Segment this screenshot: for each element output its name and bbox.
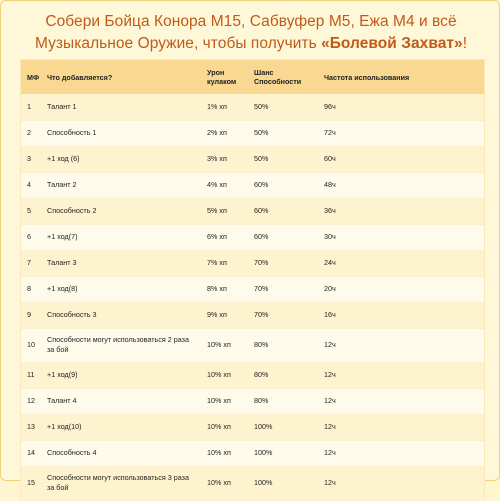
upgrade-table [21,60,484,501]
cell-what: Способности могут использоваться 2 раза за бой [41,328,201,362]
cell-mf: 14 [21,440,41,466]
cell-what: Способность 4 [41,440,201,466]
table-row [21,414,484,440]
cell-chance: 70% [248,250,318,276]
cell-damage: 8% хп [201,276,248,302]
cell-mf: 7 [21,250,41,276]
cell-damage: 4% хп [201,172,248,198]
cell-mf: 2 [21,120,41,146]
cell-damage: 9% хп [201,302,248,328]
cell-frequency: 12ч [318,466,484,500]
cell-frequency: 20ч [318,276,484,302]
header-what: Что добавляется? [47,72,113,82]
cell-frequency: 12ч [318,328,484,362]
cell-damage: 2% хп [201,120,248,146]
table-row [21,276,484,302]
table-row [21,328,484,362]
cell-chance: 100% [248,414,318,440]
cell-what: +1 ход(7) [41,224,201,250]
cell-what: +1 ход (6) [41,146,201,172]
cell-what: Талант 1 [41,94,201,120]
cell-damage: 3% хп [201,146,248,172]
table-row [21,146,484,172]
cell-mf: 4 [21,172,41,198]
cell-frequency: 30ч [318,224,484,250]
cell-mf: 10 [21,328,41,362]
cell-frequency: 36ч [318,198,484,224]
cell-chance: 70% [248,276,318,302]
cell-mf: 6 [21,224,41,250]
cell-frequency: 60ч [318,146,484,172]
cell-mf: 5 [21,198,41,224]
cell-damage: 10% хп [201,466,248,500]
table-row [21,224,484,250]
table-row [21,302,484,328]
table-row [21,388,484,414]
table-row [21,198,484,224]
cell-chance: 80% [248,328,318,362]
cell-chance: 100% [248,440,318,466]
cell-mf: 8 [21,276,41,302]
cell-frequency: 48ч [318,172,484,198]
cell-frequency: 16ч [318,302,484,328]
cell-chance: 60% [248,172,318,198]
heading-suffix: ! [462,35,468,52]
cell-what: Способность 2 [41,198,201,224]
cell-chance: 80% [248,388,318,414]
cell-damage: 5% хп [201,198,248,224]
cell-what: Способность 3 [41,302,201,328]
header-damage: Урон кулаком [207,68,237,86]
cell-chance: 50% [248,94,318,120]
table-row [21,172,484,198]
heading-text: Собери Бойца Конора М15, Сабвуфер М5, Ежа М4 и всё Музыкальное Оружие, чтобы получить [34,13,457,52]
cell-chance: 100% [248,466,318,500]
cell-chance: 50% [248,120,318,146]
cell-damage: 10% хп [201,328,248,362]
table-row [21,466,484,500]
header-chance: Шанс Способности [254,68,302,86]
cell-what: Талант 2 [41,172,201,198]
cell-frequency: 12ч [318,440,484,466]
header-frequency: Частота использования [324,72,410,82]
table-row [21,362,484,388]
cell-what: Талант 4 [41,388,201,414]
cell-chance: 60% [248,224,318,250]
page-heading [11,11,491,55]
cell-mf: 12 [21,388,41,414]
cell-damage: 10% хп [201,362,248,388]
cell-frequency: 12ч [318,362,484,388]
cell-what: Способность 1 [41,120,201,146]
cell-mf: 1 [21,94,41,120]
cell-damage: 7% хп [201,250,248,276]
cell-frequency: 12ч [318,414,484,440]
table-row [21,120,484,146]
cell-chance: 50% [248,146,318,172]
cell-chance: 70% [248,302,318,328]
cell-chance: 60% [248,198,318,224]
cell-mf: 15 [21,466,41,500]
header-mf: МФ [27,72,40,82]
cell-what: +1 ход(8) [41,276,201,302]
table-row [21,250,484,276]
cell-damage: 6% хп [201,224,248,250]
cell-mf: 9 [21,302,41,328]
cell-mf: 3 [21,146,41,172]
table-row [21,94,484,120]
cell-mf: 11 [21,362,41,388]
cell-mf: 13 [21,414,41,440]
cell-damage: 10% хп [201,440,248,466]
cell-damage: 10% хп [201,414,248,440]
cell-damage: 1% хп [201,94,248,120]
cell-damage: 10% хп [201,388,248,414]
cell-what: Способности могут использоваться 3 раза за бой [41,466,201,500]
cell-frequency: 24ч [318,250,484,276]
table-body [21,94,484,500]
cell-frequency: 72ч [318,120,484,146]
cell-what: +1 ход(10) [41,414,201,440]
cell-what: +1 ход(9) [41,362,201,388]
cell-what: Талант 3 [41,250,201,276]
cell-frequency: 12ч [318,388,484,414]
heading-highlight: «Болевой Захват» [321,35,463,52]
cell-chance: 80% [248,362,318,388]
cell-frequency: 96ч [318,94,484,120]
table-header [21,60,484,94]
table-row [21,440,484,466]
